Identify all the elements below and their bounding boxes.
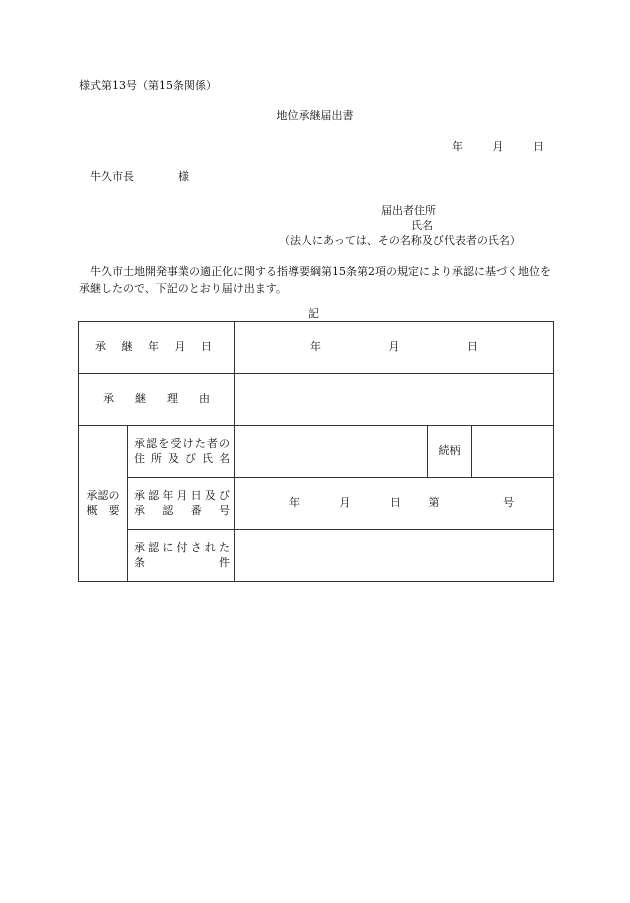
approval-date-label-1: 承認年月日及び xyxy=(134,488,230,502)
approval-go: 号 xyxy=(503,496,514,510)
date-day: 日 xyxy=(533,140,544,153)
relationship-label: 続柄 xyxy=(428,426,472,478)
body-text: 牛久市土地開発事業の適正化に関する指導要綱第15条第2項の規定により承認に基づく地位を承継したので、下記のとおり届け出ます。 xyxy=(79,265,551,296)
row-approval-date xyxy=(79,478,554,530)
applicant-note: （法人にあっては、その名称及び代表者の氏名） xyxy=(279,234,521,247)
addressee-name: 牛久市長 xyxy=(90,170,134,183)
approval-day: 日 xyxy=(390,496,401,510)
approval-summary-label xyxy=(79,426,128,582)
succession-month: 月 xyxy=(388,340,400,354)
approval-date-value[interactable] xyxy=(235,478,554,530)
row-succession-reason xyxy=(79,374,554,426)
submission-date xyxy=(452,141,544,152)
approval-date-label-2: 承認番号 xyxy=(134,503,230,517)
addressee xyxy=(90,171,189,182)
recipient-value[interactable] xyxy=(235,426,428,478)
recipient-label-1: 承認を受けた者の xyxy=(134,436,230,450)
date-year: 年 xyxy=(452,140,463,153)
applicant-name-label: 氏名 xyxy=(411,219,433,232)
row-conditions xyxy=(79,530,554,582)
succession-reason-label: 承継理由 xyxy=(79,374,235,426)
addressee-honorific: 様 xyxy=(178,170,189,183)
succession-date-value[interactable] xyxy=(235,322,554,374)
applicant-address-label: 届出者住所 xyxy=(381,204,436,217)
conditions-label xyxy=(128,530,235,582)
row-succession-date xyxy=(79,322,554,374)
conditions-value[interactable] xyxy=(235,530,554,582)
document-title: 地位承継届出書 xyxy=(276,109,354,122)
approval-month: 月 xyxy=(339,496,351,510)
relationship-value[interactable] xyxy=(472,426,554,478)
succession-reason-value[interactable] xyxy=(235,374,554,426)
approval-date-label xyxy=(128,478,235,530)
succession-year: 年 xyxy=(310,340,321,354)
approval-dai: 第 xyxy=(428,496,440,510)
approval-summary-label-1: 承認の xyxy=(86,488,120,502)
recipient-label xyxy=(128,426,235,478)
form-number-label: 様式第13号（第15条関係） xyxy=(79,79,217,92)
date-month: 月 xyxy=(492,140,504,153)
conditions-label-2: 条件 xyxy=(134,555,230,569)
approval-year: 年 xyxy=(289,496,300,510)
approval-summary-label-2: 概 要 xyxy=(86,503,120,517)
succession-day: 日 xyxy=(467,340,478,354)
recipient-label-2: 住所及び氏名 xyxy=(134,451,230,465)
ki-heading: 記 xyxy=(308,307,319,320)
succession-date-label: 承継年月日 xyxy=(79,322,235,374)
notification-table xyxy=(78,321,554,582)
row-recipient xyxy=(79,426,554,478)
conditions-label-1: 承認に付された xyxy=(134,540,230,554)
